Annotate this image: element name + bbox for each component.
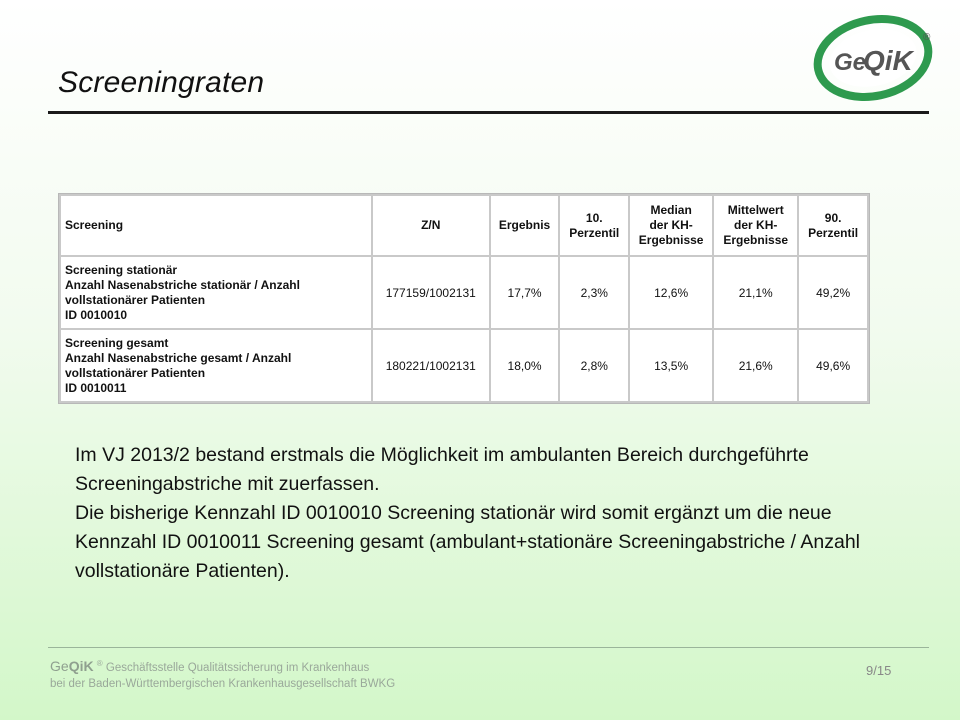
geqik-logo <box>812 10 937 102</box>
row-description: Screening gesamt Anzahl Nasenabstriche gesamt / Anzahl vollstationärer Patienten ID 0010011 <box>61 330 371 401</box>
screening-table <box>58 193 870 404</box>
cell-mean: 21,6% <box>714 330 797 401</box>
footer-org-line2: bei der Baden-Württembergischen Krankenhausgesellschaft BWKG <box>50 677 396 690</box>
cell-median: 13,5% <box>630 330 712 401</box>
footer <box>50 656 395 692</box>
row-description: Screening stationär Anzahl Nasenabstriche stationär / Anzahl vollstationärer Patienten ID 0010010 <box>61 257 371 328</box>
slide-title: Screeningraten <box>58 66 265 99</box>
cell-p90: 49,6% <box>799 330 867 401</box>
logo-registered: ® <box>923 32 931 43</box>
current-page: 9 <box>866 663 874 678</box>
body-text <box>75 441 895 586</box>
paragraph-1: Im VJ 2013/2 bestand erstmals die Möglichkeit im ambulanten Bereich durchgeführte Screeningabstriche mit zuerfassen. <box>75 444 809 495</box>
header-p10: 10. Perzentil <box>560 196 628 255</box>
cell-zn: 180221/1002131 <box>373 330 489 401</box>
header-ergebnis: Ergebnis <box>491 196 559 255</box>
cell-p10: 2,3% <box>560 257 628 328</box>
header-zn: Z/N <box>373 196 489 255</box>
page-number <box>866 663 891 678</box>
logo-text-ge: Ge <box>834 49 867 76</box>
cell-ergebnis: 17,7% <box>491 257 559 328</box>
cell-mean: 21,1% <box>714 257 797 328</box>
cell-zn: 177159/1002131 <box>373 257 489 328</box>
footer-line-1 <box>50 656 395 676</box>
header-p90: 90. Perzentil <box>799 196 867 255</box>
title-divider <box>48 111 929 114</box>
cell-p90: 49,2% <box>799 257 867 328</box>
cell-median: 12,6% <box>630 257 712 328</box>
total-pages: /15 <box>873 663 892 678</box>
footer-registered: ® <box>96 659 103 668</box>
logo-text-qik: QiK <box>863 45 913 76</box>
header-mean: Mittelwert der KH- Ergebnisse <box>714 196 797 255</box>
table-row <box>61 257 867 328</box>
footer-divider <box>48 647 929 648</box>
table-header-row <box>61 196 867 255</box>
table-row <box>61 330 867 401</box>
footer-brand: GeQiK <box>50 657 94 674</box>
header-median: Median der KH- Ergebnisse <box>630 196 712 255</box>
header-screening: Screening <box>61 196 371 255</box>
cell-ergebnis: 18,0% <box>491 330 559 401</box>
paragraph-2: Die bisherige Kennzahl ID 0010010 Screening stationär wird somit ergänzt um die neue Kennzahl ID 0010011 Screening gesamt (ambulant+stationäre Screeningabstriche / Anzahl vollstationäre Patienten). <box>75 502 861 582</box>
footer-org-line1: Geschäftsstelle Qualitätssicherung im Krankenhaus <box>105 661 370 674</box>
cell-p10: 2,8% <box>560 330 628 401</box>
